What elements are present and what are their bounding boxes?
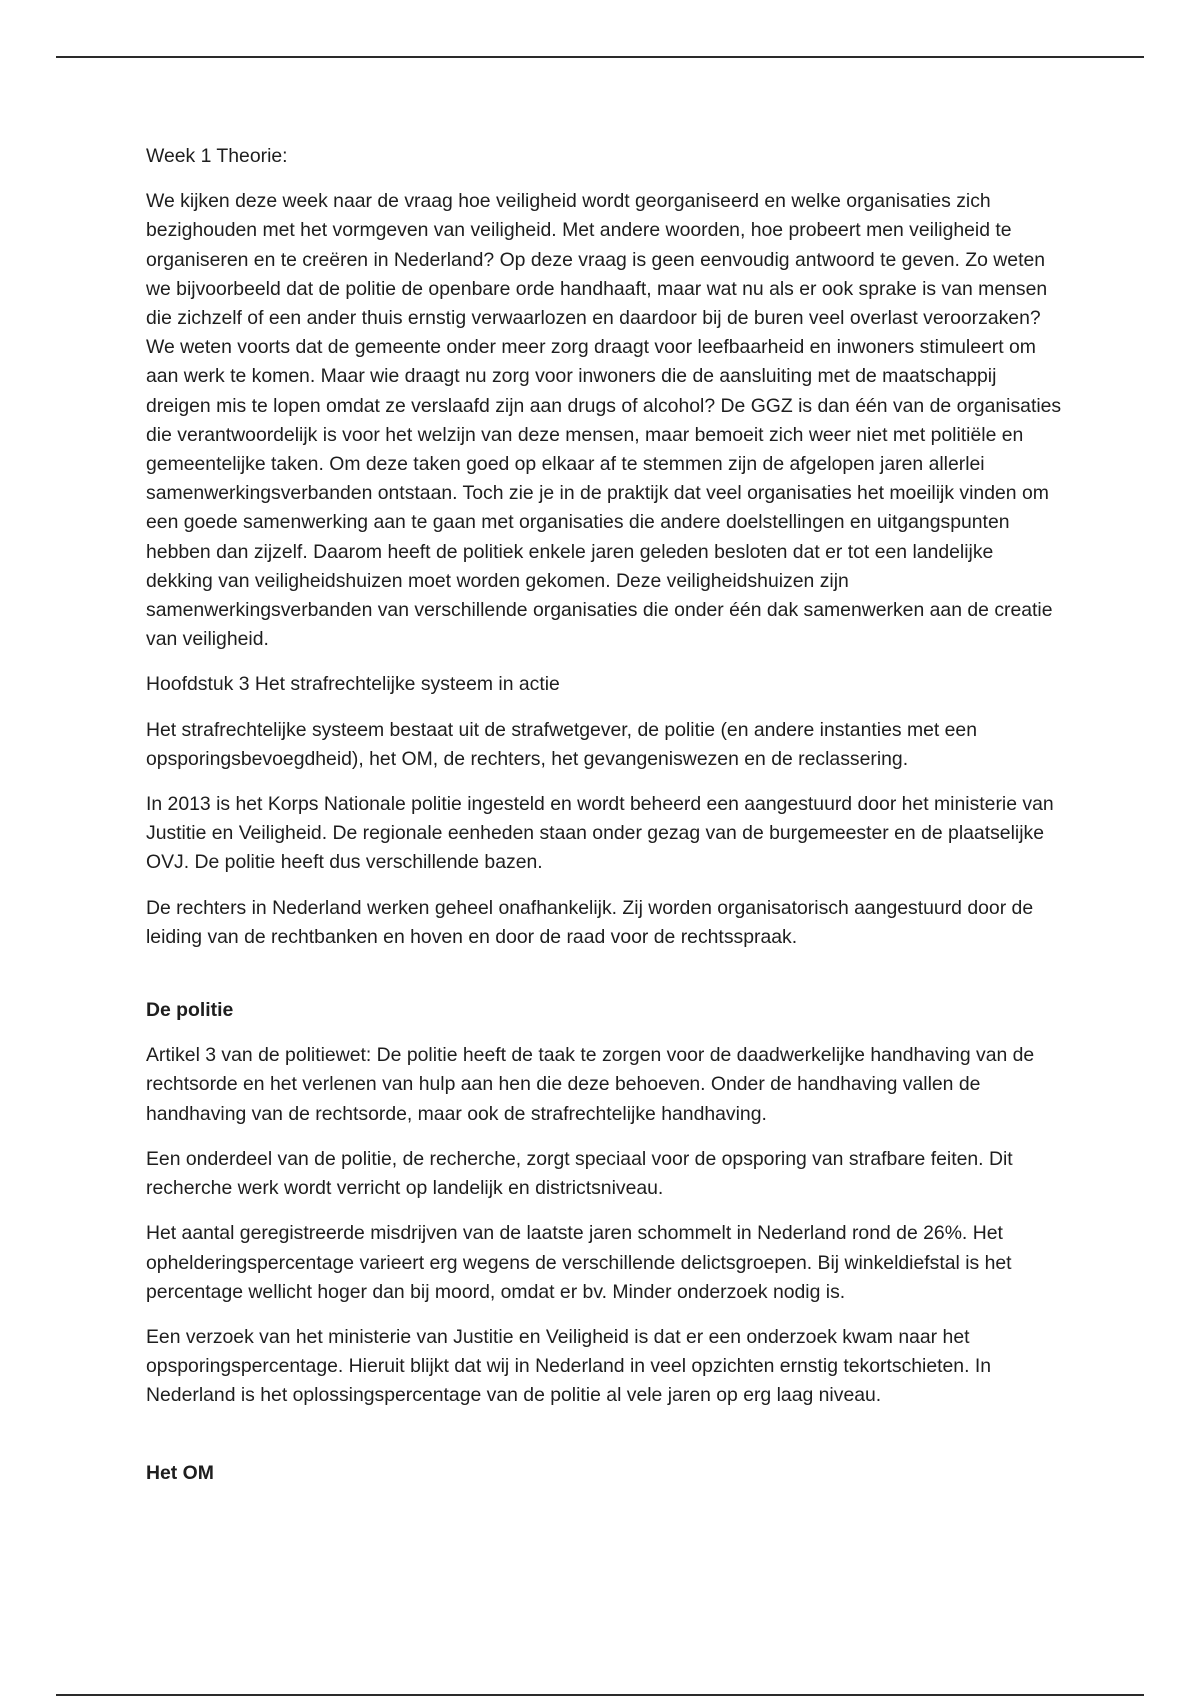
recherche-paragraph: Een onderdeel van de politie, de recherche, zorgt speciaal voor de opsporing van strafbare feiten. Dit recherche werk wordt verricht op landelijk en districtsniveau. bbox=[146, 1147, 1013, 1200]
chapter-title: Hoofdstuk 3 Het strafrechtelijke systeem in actie bbox=[146, 673, 560, 696]
misdrijven-paragraph: Het aantal geregistreerde misdrijven van de laatste jaren schommelt in Nederland rond de 26%. Het ophelderingspercentage varieert erg wegens de verschillende delictsgroepen. Bij winkeldiefstal is het percentage wellicht hoger dan bij moord, omdat er bv. Minder onderzoek nodig is. bbox=[146, 1222, 1012, 1303]
rechters-paragraph: De rechters in Nederland werken geheel onafhankelijk. Zij worden organisatorisch aangestuurd door de leiding van de rechtbanken en hoven en door de raad voor de rechtsspraak. bbox=[146, 896, 1034, 948]
section-heading-politie: De politie bbox=[146, 999, 234, 1022]
section-heading-om: Het OM bbox=[146, 1461, 214, 1484]
week-title: Week 1 Theorie: bbox=[146, 145, 288, 167]
korps-paragraph: In 2013 is het Korps Nationale politie ingesteld en wordt beheerd een aangestuurd door het ministerie van Justitie en Veiligheid. De regionale eenheden staan onder gezag van de burgemeester en de plaatselijke OVJ. De politie heeft dus verschillende bazen. bbox=[146, 793, 1054, 874]
intro-paragraph: We kijken deze week naar de vraag hoe veiligheid wordt georganiseerd en welke organisaties zich bezighouden met het vormgeven van veiligheid. Met andere woorden, hoe probeert men veiligheid te organiseren en te creëren in Nederland? Op deze vraag is geen eenvoudig antwoord te geven. Zo weten we bijvoorbeeld dat de politie de openbare orde handhaaft, maar wat nu als er ook sprake is van mensen die zichzelf of een ander thuis ernstig verwaarlozen en daardoor bij de buren veel overlast veroorzaken? We weten voorts dat de gemeente onder meer zorg draagt voor leefbaarheid en inwoners stimuleert om aan werk te komen. Maar wie draagt nu zorg voor inwoners die de aansluiting met de maatschappij dreigen mis te lopen omdat ze verslaafd zijn aan drugs of alcohol? De GGZ is dan één van de organisaties die verantwoordelijk is voor het welzijn van deze mensen, maar bemoeit zich weer niet met politiële en gemeentelijke taken. Om deze taken goed op elkaar af te stemmen zijn de afgelopen jaren allerlei samenwerkingsverbanden ontstaan. Toch zie je in de praktijk dat veel organisaties het moeilijk vinden om een goede samenwerking aan te gaan met organisaties die andere doelstellingen en uitgangspunten hebben dan zijzelf. Daarom heeft de politiek enkele jaren geleden besloten dat er tot een landelijke dekking van veiligheidshuizen moet worden gekomen. Deze veiligheidshuizen zijn samenwerkingsverbanden van verschillende organisaties die onder één dak samenwerken aan de creatie van veiligheid. bbox=[146, 190, 1062, 651]
bottom-rule bbox=[56, 1694, 1144, 1696]
verzoek-paragraph: Een verzoek van het ministerie van Justitie en Veiligheid is dat er een onderzoek kwam naar het opsporingspercentage. Hieruit blijkt dat wij in Nederland in veel opzichten ernstig tekortschieten. In Nederland is het oplossingspercentage van de politie al vele jaren op erg laag niveau. bbox=[146, 1325, 992, 1407]
artikel3-paragraph: Artikel 3 van de politiewet: De politie heeft de taak te zorgen voor de daadwerkelijke handhaving van de rechtsorde en het verlenen van hulp aan hen die deze behoeven. Onder de handhaving vallen de handhaving van de rechtsorde, maar ook de strafrechtelijke handhaving. bbox=[146, 1044, 1035, 1125]
system-paragraph: Het strafrechtelijke systeem bestaat uit de strafwetgever, de politie (en andere instanties met een opsporingsbevoegdheid), het OM, de rechters, het gevangeniswezen en de reclassering. bbox=[146, 718, 978, 770]
document-body bbox=[146, 142, 1064, 1504]
top-rule bbox=[56, 56, 1144, 58]
